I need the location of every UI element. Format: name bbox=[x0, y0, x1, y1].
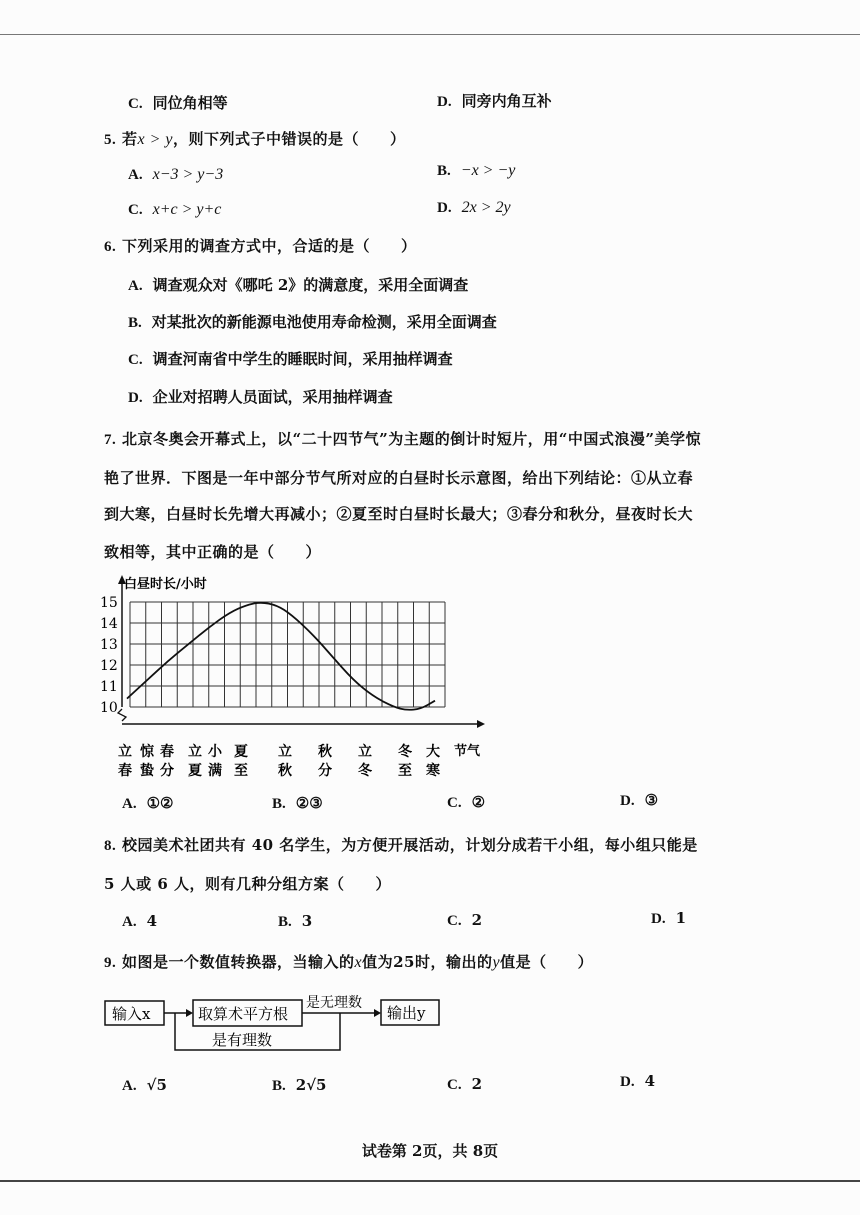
arrow-head-icon bbox=[186, 1009, 193, 1017]
option-label: C. bbox=[447, 795, 462, 811]
q5-option-c bbox=[128, 200, 221, 219]
daylight-chart bbox=[100, 572, 500, 784]
q6-option-d bbox=[128, 386, 393, 407]
q6-option-b bbox=[128, 311, 497, 332]
stem-text: 值为25时，输出的 bbox=[362, 953, 493, 971]
x-tick-label-top: 冬 bbox=[398, 744, 412, 760]
option-math: −x > −y bbox=[460, 162, 516, 179]
arrow-head-icon bbox=[374, 1009, 381, 1017]
y-tick-label: 11 bbox=[100, 679, 118, 695]
option-text: 企业对招聘人员面试，采用抽样调查 bbox=[152, 388, 393, 406]
x-tick-label-top: 立 bbox=[118, 744, 132, 760]
x-axis-arrow-icon bbox=[477, 720, 485, 728]
q7-stem-line-3 bbox=[104, 503, 693, 524]
option-text: 同位角相等 bbox=[152, 94, 228, 112]
option-label: D. bbox=[651, 911, 666, 927]
number-converter-flowchart bbox=[100, 990, 460, 1060]
irrational-branch-label: 是无理数 bbox=[306, 995, 362, 1011]
stem-text: 下列采用的调查方式中，合适的是（ ） bbox=[121, 237, 417, 255]
stem-text: 校园美术社团共有 40 名学生，为方便开展活动，计划分成若干小组，每小组只能是 bbox=[121, 836, 698, 854]
x-tick-label-bottom: 分 bbox=[160, 763, 174, 779]
option-label: A. bbox=[122, 796, 137, 812]
option-math: x−3 > y−3 bbox=[152, 166, 224, 183]
y-tick-label: 15 bbox=[100, 595, 118, 611]
stem-math: y bbox=[492, 954, 501, 971]
q7-stem-line-4 bbox=[104, 541, 321, 562]
option-text: 2 bbox=[471, 911, 483, 929]
q7-option-d bbox=[620, 791, 658, 810]
x-tick-label-top: 惊 bbox=[140, 744, 154, 760]
process-label: 取算术平方根 bbox=[198, 1005, 289, 1023]
q7-stem-line-1 bbox=[104, 428, 701, 449]
option-text: ③ bbox=[644, 791, 659, 809]
x-tick-label-top: 春 bbox=[160, 744, 174, 760]
axis-break-icon bbox=[118, 709, 126, 721]
option-label: D. bbox=[620, 793, 635, 809]
stem-text: 北京冬奥会开幕式上，以“二十四节气”为主题的倒计时短片，用“中国式浪漫”美学惊 bbox=[121, 430, 701, 448]
option-text: √5 bbox=[146, 1076, 167, 1094]
option-label: D. bbox=[437, 94, 452, 110]
q7-option-a bbox=[122, 794, 174, 813]
option-text: 对某批次的新能源电池使用寿命检测，采用全面调查 bbox=[151, 313, 497, 331]
question-number: 6. bbox=[104, 239, 117, 255]
q7-option-b bbox=[272, 794, 323, 813]
chart-series bbox=[127, 603, 435, 710]
q5-option-a bbox=[128, 165, 223, 184]
y-axis-label: 白昼时长/小时 bbox=[124, 577, 207, 592]
option-label: C. bbox=[128, 96, 143, 112]
q8-option-a bbox=[122, 912, 157, 931]
y-tick-label: 10 bbox=[100, 700, 118, 716]
q7-option-c bbox=[447, 793, 485, 812]
x-tick-label-top: 小 bbox=[208, 744, 222, 760]
x-tick-label-top: 夏 bbox=[234, 744, 248, 760]
chart-axes bbox=[118, 575, 485, 728]
q5-option-d bbox=[437, 198, 511, 217]
q9-option-d bbox=[620, 1072, 655, 1091]
option-text: 3 bbox=[301, 912, 313, 930]
option-label: A. bbox=[122, 1078, 137, 1094]
stem-text: ，则下列式子中错误的是（ ） bbox=[173, 130, 406, 148]
stem-text: 若 bbox=[121, 130, 138, 148]
q8-option-c bbox=[447, 911, 482, 930]
option-label: B. bbox=[128, 315, 142, 331]
stem-text: 值是（ ） bbox=[500, 953, 594, 971]
x-tick-label-bottom: 至 bbox=[234, 763, 248, 779]
question-number: 8. bbox=[104, 838, 117, 854]
stem-math: x bbox=[354, 954, 363, 971]
question-number: 9. bbox=[104, 955, 117, 971]
q8-option-d bbox=[651, 909, 686, 928]
option-text: 4 bbox=[146, 912, 158, 930]
y-tick-labels bbox=[100, 595, 118, 716]
option-text: ①② bbox=[146, 794, 174, 812]
x-tick-label-top: 立 bbox=[278, 744, 292, 760]
stem-text: 到大寒，白昼时长先增大再减小；②夏至时白昼时长最大；③春分和秋分，昼夜时长大 bbox=[104, 505, 694, 523]
y-tick-label: 12 bbox=[100, 658, 118, 674]
q9-option-a bbox=[122, 1076, 167, 1095]
stem-text: 如图是一个数值转换器，当输入的 bbox=[121, 953, 355, 971]
x-tick-label-bottom: 分 bbox=[318, 763, 332, 779]
stem-math: x > y bbox=[137, 131, 173, 148]
question-number: 7. bbox=[104, 432, 117, 448]
q5-option-b bbox=[437, 161, 515, 180]
option-label: D. bbox=[620, 1074, 635, 1090]
top-border bbox=[0, 34, 860, 35]
x-tick-label-top: 立 bbox=[358, 744, 372, 760]
q6-stem bbox=[104, 235, 417, 256]
option-math: 2x > 2y bbox=[461, 199, 511, 216]
x-tick-label-bottom: 至 bbox=[398, 763, 412, 779]
option-label: B. bbox=[278, 914, 292, 930]
question-number: 5. bbox=[104, 132, 117, 148]
option-label: B. bbox=[437, 163, 451, 179]
q9-stem bbox=[104, 951, 593, 972]
option-text: 2 bbox=[471, 1075, 483, 1093]
q9-option-c bbox=[447, 1075, 482, 1094]
option-label: A. bbox=[128, 167, 143, 183]
option-text: 同旁内角互补 bbox=[461, 92, 552, 110]
option-label: D. bbox=[437, 200, 452, 216]
x-tick-label-bottom: 夏 bbox=[188, 763, 202, 779]
q4-option-c bbox=[128, 92, 228, 113]
x-tick-label-top: 大 bbox=[426, 744, 440, 760]
option-label: C. bbox=[447, 1077, 462, 1093]
x-tick-label-bottom: 寒 bbox=[426, 763, 440, 779]
option-text: 调查河南省中学生的睡眠时间，采用抽样调查 bbox=[152, 350, 453, 368]
y-tick-label: 13 bbox=[100, 637, 118, 653]
option-label: A. bbox=[128, 278, 143, 294]
page-footer: 试卷第 2页，共 8页 bbox=[361, 1142, 499, 1160]
q4-option-d bbox=[437, 90, 552, 111]
output-label: 输出y bbox=[387, 1004, 426, 1022]
option-text: 4 bbox=[644, 1072, 656, 1090]
x-tick-label-top: 立 bbox=[188, 744, 202, 760]
stem-text: 5 人或 6 人，则有几种分组方案（ ） bbox=[104, 875, 392, 893]
q7-stem-line-2 bbox=[104, 467, 693, 488]
bottom-border bbox=[0, 1180, 860, 1182]
chart-grid bbox=[130, 602, 445, 707]
q5-stem bbox=[104, 128, 406, 149]
x-tick-label-bottom: 春 bbox=[118, 763, 132, 779]
x-tick-label-bottom: 蛰 bbox=[140, 763, 154, 779]
rational-branch-label: 是有理数 bbox=[212, 1031, 273, 1049]
option-label: B. bbox=[272, 796, 286, 812]
x-tick-label-bottom: 满 bbox=[208, 763, 222, 779]
stem-text: 致相等，其中正确的是（ ） bbox=[104, 543, 322, 561]
x-tick-label-bottom: 冬 bbox=[358, 763, 372, 779]
daylight-hours-line bbox=[127, 603, 435, 710]
q6-option-a bbox=[128, 274, 468, 295]
option-label: D. bbox=[128, 390, 143, 406]
option-text: ②③ bbox=[295, 794, 323, 812]
option-label: A. bbox=[122, 914, 137, 930]
x-tick-label-top: 秋 bbox=[318, 744, 332, 760]
option-label: B. bbox=[272, 1078, 286, 1094]
x-tick-label-bottom: 秋 bbox=[278, 763, 292, 779]
stem-text: 艳了世界．下图是一年中部分节气所对应的白昼时长示意图，给出下列结论：①从立春 bbox=[104, 469, 694, 487]
option-math: x+c > y+c bbox=[152, 201, 222, 218]
option-label: C. bbox=[128, 202, 143, 218]
input-label: 输入x bbox=[112, 1005, 151, 1023]
y-tick-label: 14 bbox=[100, 616, 118, 632]
option-text: 1 bbox=[675, 909, 687, 927]
x-axis-label: 节气 bbox=[454, 744, 481, 759]
option-label: C. bbox=[128, 352, 143, 368]
q8-stem-line-2 bbox=[104, 873, 391, 894]
q8-option-b bbox=[278, 912, 312, 931]
q9-option-b bbox=[272, 1076, 327, 1095]
option-text: ② bbox=[471, 793, 486, 811]
x-tick-labels bbox=[118, 743, 440, 779]
q6-option-c bbox=[128, 348, 453, 369]
q8-stem-line-1 bbox=[104, 834, 698, 855]
option-text: 调查观众对《哪吒 2》的满意度，采用全面调查 bbox=[152, 276, 469, 294]
option-label: C. bbox=[447, 913, 462, 929]
option-text: 2√5 bbox=[295, 1076, 327, 1094]
